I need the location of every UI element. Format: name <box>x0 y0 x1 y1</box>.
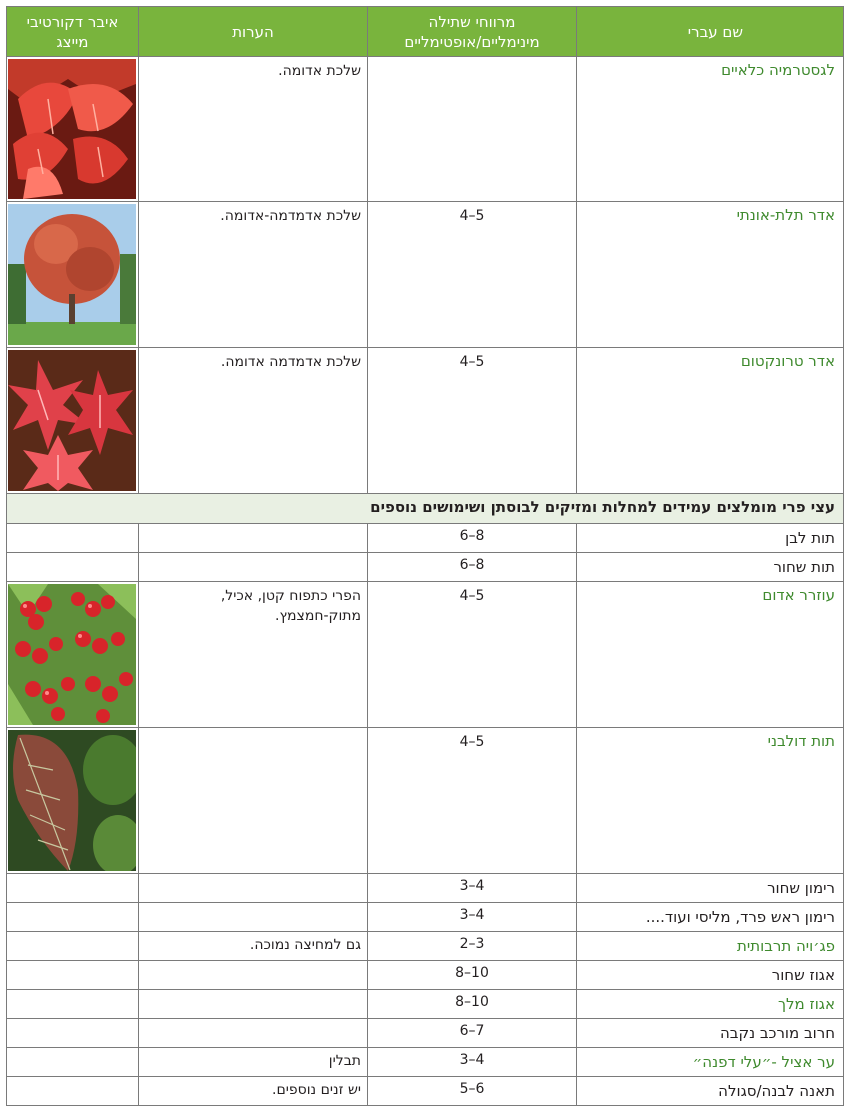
plant-image-cell <box>7 524 139 553</box>
plant-spacing: 6–8 <box>368 524 577 553</box>
header-notes: הערות <box>139 7 368 57</box>
plant-notes <box>139 1019 368 1048</box>
table-row <box>7 1019 844 1048</box>
plant-notes: גם למחיצה נמוכה. <box>139 932 368 961</box>
red-maple-tree-photo <box>8 204 136 345</box>
plant-notes: הפרי כתפוח קטן, אכיל, מתוק-חמצמץ. <box>139 582 368 728</box>
plant-notes <box>139 553 368 582</box>
plant-name: לגסטרמיה כלאיים <box>577 57 844 202</box>
plant-spacing: 8–10 <box>368 990 577 1019</box>
plant-notes <box>139 728 368 874</box>
plant-spacing: 8–10 <box>368 961 577 990</box>
table-row <box>7 1048 844 1077</box>
plant-image-cell <box>7 202 139 348</box>
plant-name: חרוב מורכב נקבה <box>577 1019 844 1048</box>
table-row <box>7 961 844 990</box>
plant-notes: שלכת אדמדמה-אדומה. <box>139 202 368 348</box>
table-row <box>7 903 844 932</box>
red-autumn-leaves-photo <box>8 59 136 199</box>
plant-image-cell <box>7 553 139 582</box>
table-row <box>7 524 844 553</box>
table-row <box>7 57 844 202</box>
plant-spacing: 4–5 <box>368 728 577 874</box>
plant-image-cell <box>7 57 139 202</box>
plant-image-cell <box>7 932 139 961</box>
plant-image-cell <box>7 990 139 1019</box>
plant-notes <box>139 903 368 932</box>
plant-spacing: 4–5 <box>368 348 577 494</box>
plant-image-cell <box>7 961 139 990</box>
plant-image-cell <box>7 874 139 903</box>
plant-image-cell <box>7 1019 139 1048</box>
header-spacing: מרווחי שתילה מינימליים/אופטימליים <box>368 7 577 57</box>
plant-image-cell <box>7 728 139 874</box>
plant-notes <box>139 524 368 553</box>
plant-name: אדר טרונקטום <box>577 348 844 494</box>
plant-notes <box>139 961 368 990</box>
plant-name: רימון ראש פרד, מליסי ועוד.... <box>577 903 844 932</box>
table-row <box>7 582 844 728</box>
table-row <box>7 348 844 494</box>
table-row <box>7 874 844 903</box>
plant-name: אגוז מלך <box>577 990 844 1019</box>
table-row <box>7 553 844 582</box>
header-row <box>7 7 844 57</box>
plant-notes: שלכת אדמדמה אדומה. <box>139 348 368 494</box>
table-row <box>7 728 844 874</box>
table-row <box>7 990 844 1019</box>
plant-table <box>6 6 844 1106</box>
plant-notes: יש זנים נוספים. <box>139 1077 368 1106</box>
red-maple-leaves-photo <box>8 350 136 491</box>
section-title: עצי פרי מומלצים עמידים למחלות ומזיקים לבוסתן ושימושים נוספים <box>7 494 844 524</box>
plant-spacing: 3–4 <box>368 874 577 903</box>
plant-name: רימון שחור <box>577 874 844 903</box>
plant-image-cell <box>7 582 139 728</box>
plant-spacing: 4–5 <box>368 582 577 728</box>
plant-spacing: 4–5 <box>368 202 577 348</box>
plant-notes <box>139 990 368 1019</box>
plant-name: תות לבן <box>577 524 844 553</box>
plant-name: תות שחור <box>577 553 844 582</box>
plant-image-cell <box>7 348 139 494</box>
plant-image-cell <box>7 1077 139 1106</box>
plant-image-cell <box>7 903 139 932</box>
plant-name: אגוז שחור <box>577 961 844 990</box>
section-row <box>7 494 844 524</box>
header-image: איבר דקורטיבי מייצג <box>7 7 139 57</box>
plant-name: תאנה לבנה/סגולה <box>577 1077 844 1106</box>
red-hawthorn-berries-photo <box>8 584 136 725</box>
plant-spacing: 3–4 <box>368 903 577 932</box>
table-row <box>7 1077 844 1106</box>
table-row <box>7 202 844 348</box>
plant-spacing: 3–4 <box>368 1048 577 1077</box>
plant-image-cell <box>7 1048 139 1077</box>
plant-name: עוזרר אדום <box>577 582 844 728</box>
plant-name: אדר תלת-אונתי <box>577 202 844 348</box>
table-row <box>7 932 844 961</box>
plant-name: תות דולבני <box>577 728 844 874</box>
plant-spacing <box>368 57 577 202</box>
plant-notes: תבלין <box>139 1048 368 1077</box>
plant-notes <box>139 874 368 903</box>
plant-name: ער אציל -״עלי דפנה״ <box>577 1048 844 1077</box>
plant-spacing: 6–8 <box>368 553 577 582</box>
plant-name: פג׳ויה תרבותית <box>577 932 844 961</box>
mulberry-leaf-photo <box>8 730 136 871</box>
plant-notes: שלכת אדומה. <box>139 57 368 202</box>
plant-spacing: 2–3 <box>368 932 577 961</box>
plant-spacing: 5–6 <box>368 1077 577 1106</box>
header-name: שם עברי <box>577 7 844 57</box>
plant-spacing: 6–7 <box>368 1019 577 1048</box>
